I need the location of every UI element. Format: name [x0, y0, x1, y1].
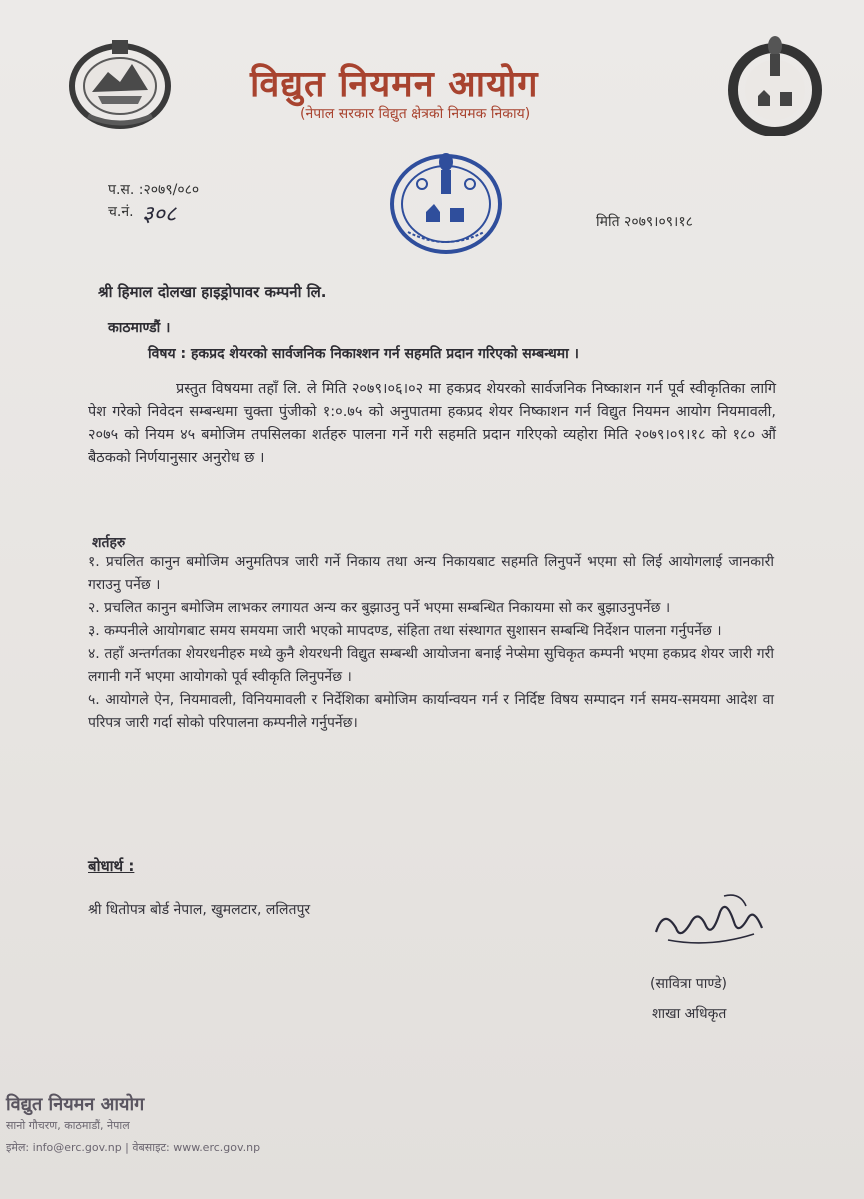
cc-heading: बोधार्थ :: [88, 857, 135, 875]
cc-recipient: श्री धितोपत्र बोर्ड नेपाल, खुमलटार, ललितपुर: [88, 902, 311, 918]
addressee-city: काठमाण्डौं ।: [108, 320, 171, 336]
signatory-title: शाखा अधिकृत: [652, 1006, 727, 1022]
official-seal-stamp: [388, 148, 504, 254]
footer-contact: इमेल: info@erc.gov.np | वेबसाइट: www.erc.gov.np: [6, 1141, 261, 1154]
reference-cn-handwritten: ३०८: [142, 202, 177, 227]
conditions-list: [88, 551, 774, 735]
reference-cn-label: च.नं.: [108, 204, 134, 220]
condition-item: १. प्रचलित कानुन बमोजिम अनुमतिपत्र जारी गर्ने निकाय तथा अन्य निकायबाट सहमति लिनुपर्ने भएमा सो लिई आयोगलाई जानकारी गराउनु पर्नेछ ।: [88, 554, 774, 593]
condition-item: ४. तहाँ अन्तर्गतका शेयरधनीहरु मध्ये कुनै शेयरधनी विद्युत सम्बन्धी आयोजना बनाई नेप्सेमा सुचिकृत कम्पनी भएमा हकप्रद शेयर जारी गरी लगानी गर्ने भएमा आयोगको पूर्व स्वीकृति लिनुपर्नेछ ।: [88, 646, 774, 685]
reference-ps: प.स. :२०७९/०८०: [108, 182, 200, 198]
condition-item: २. प्रचलित कानुन बमोजिम लाभकर लगायत अन्य कर बुझाउनु पर्ने भएमा सम्बन्धित निकायमा सो कर बुझाउनुपर्नेछ ।: [88, 600, 671, 616]
letterhead-subtitle: (नेपाल सरकार विद्युत क्षेत्रको नियमक निकाय): [300, 106, 531, 122]
nepal-emblem-icon: [68, 34, 172, 130]
condition-item: ५. आयोगले ऐन, नियमावली, विनियमावली र निर्देशिका बमोजिम कार्यान्वयन गर्न र निर्दिष्ट विषय सम्पादन गर्न समय-समयमा आदेश वा परिपत्र जारी गर्दा सोको परिपालना कम्पनीले गर्नुपर्नेछ।: [88, 692, 774, 731]
letter-body: प्रस्तुत विषयमा तहाँ लि. ले मिति २०७९।०६।०२ मा हकप्रद शेयरको सार्वजनिक निष्काशन गर्न पूर्व स्वीकृतिका लागि पेश गरेको निवेदन सम्बन्धमा चुक्ता पुंजीको १:०.७५ को अनुपातमा हकप्रद शेयर निष्काशन गर्न विद्युत नियमन आयोग नियमावली, २०७५ को नियम ४५ बमोजिम तपसिलका शर्तहरु पालना गर्ने गरी सहमति प्रदान गरिएको व्यहोरा मिति २०७९।०९।१८ को १८० औं बैठकको निर्णयानुसार अनुरोध छ ।: [88, 381, 776, 466]
handwritten-signature: [650, 888, 770, 958]
letterhead-title: विद्युत नियमन आयोग: [250, 64, 539, 105]
condition-item: ३. कम्पनीले आयोगबाट समय समयमा जारी भएको मापदण्ड, संहिता तथा संस्थागत सुशासन सम्बन्धि निर्देशन पालना गर्नुपर्नेछ ।: [88, 623, 722, 639]
footer-org-name: विद्युत नियमन आयोग: [6, 1094, 145, 1115]
conditions-heading: शर्तहरु: [92, 535, 126, 551]
letter-date: मिति २०७९।०९।१८: [596, 214, 693, 230]
addressee-name: श्री हिमाल दोलखा हाइड्रोपावर कम्पनी लि.: [98, 283, 327, 301]
erc-logo-icon: [724, 34, 826, 136]
signatory-name: (सावित्रा पाण्डे): [650, 976, 727, 992]
letter-subject: विषय : हकप्रद शेयरको सार्वजनिक निकाश्शन गर्न सहमति प्रदान गरिएको सम्बन्धमा ।: [148, 346, 579, 362]
footer-address: सानो गौचरण, काठमाडौं, नेपाल: [6, 1119, 130, 1132]
